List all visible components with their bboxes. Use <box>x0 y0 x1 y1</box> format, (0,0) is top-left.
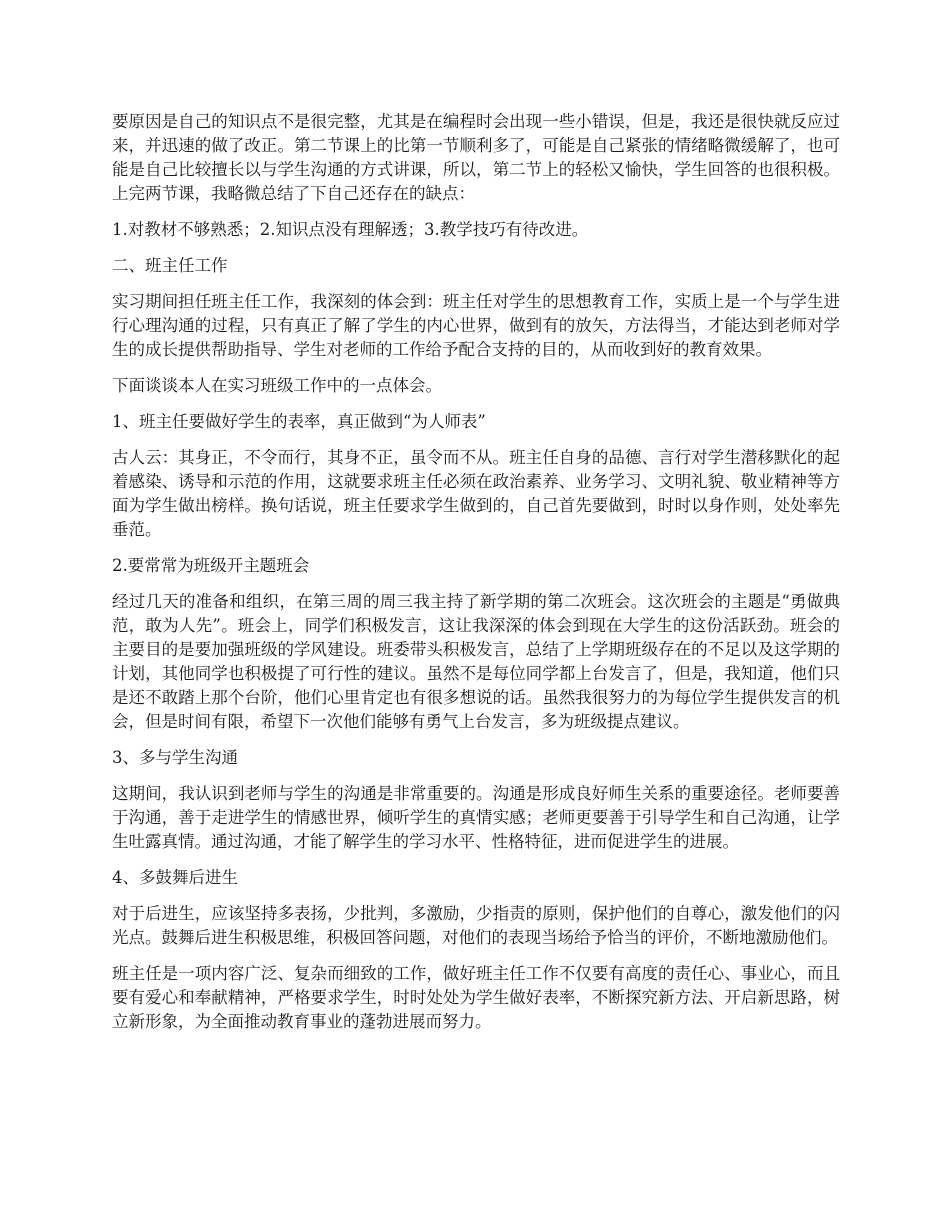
subheading-4: 4、多鼓舞后进生 <box>112 868 238 887</box>
paragraph-13: 对于后进生，应该坚持多表扬，少批判，多激励，少指责的原则，保护他们的自尊心，激发他们的闪光点。鼓舞后进生积极思维，积极回答问题，对他们的表现当场给予恰当的评价，不断地激励他们。 <box>112 904 840 947</box>
paragraph-1: 要原因是自己的知识点不是很完整，尤其是在编程时会出现一些小错误，但是，我还是很快就反应过来，并迅速的做了改正。第二节课上的比第一节顺利多了，可能是自己紧张的情绪略微缓解了，也可能是自己比较擅长以与学生沟通的方式讲课，所以，第二节上的轻松又愉快，学生回答的也很积极。上完两节课，我略微总结了下自己还存在的缺点： <box>112 112 840 203</box>
subheading-1: 1、班主任要做好学生的表率，真正做到“为人师表” <box>112 412 486 431</box>
paragraph-9: 经过几天的准备和组织，在第三周的周三我主持了新学期的第二次班会。这次班会的主题是“勇做典范，敢为人先”。班会上，同学们积极发言，这让我深深的体会到现在大学生的这份活跃劲。班会的主要目的是要加强班级的学风建设。班委带头积极发言，总结了上学期班级存在的不足以及这学期的计划，其他同学也积极提了可行性的建议。虽然不是每位同学都上台发言了，但是，我知道，他们只是还不敢踏上那个台阶，他们心里肯定也有很多想说的话。虽然我很努力的为每位学生提供发言的机会，但是时间有限，希望下一次他们能够有勇气上台发言，多为班级提点建议。 <box>112 592 840 731</box>
subheading-2: 2.要常常为班级开主题班会 <box>112 556 310 575</box>
paragraph-14: 班主任是一项内容广泛、复杂而细致的工作，做好班主任工作不仅要有高度的责任心、事业心，而且要有爱心和奉献精神，严格要求学生，时时处处为学生做好表率，不断探究新方法、开启新思路，树立新形象，为全面推动教育事业的蓬勃进展而努力。 <box>112 964 840 1031</box>
paragraph-7: 古人云：其身正，不令而行，其身不正，虽令而不从。班主任自身的品德、言行对学生潜移默化的起着感染、诱导和示范的作用，这就要求班主任必须在政治素养、业务学习、文明礼貌、敬业精神等方面为学生做出榜样。换句话说，班主任要求学生做到的，自己首先要做到，时时以身作则，处处率先垂范。 <box>112 448 840 539</box>
paragraph-11: 这期间，我认识到老师与学生的沟通是非常重要的。沟通是形成良好师生关系的重要途径。老师要善于沟通，善于走进学生的情感世界，倾听学生的真情实感；老师更要善于引导学生和自己沟通，让学生吐露真情。通过沟通，才能了解学生的学习水平、性格特征，进而促进学生的进展。 <box>112 784 840 851</box>
paragraph-2: 1.对教材不够熟悉；2.知识点没有理解透；3.教学技巧有待改进。 <box>112 220 589 239</box>
section-heading-class-teacher: 二、班主任工作 <box>112 256 228 275</box>
paragraph-5: 下面谈谈本人在实习班级工作中的一点体会。 <box>112 376 442 395</box>
paragraph-4: 实习期间担任班主任工作，我深刻的体会到：班主任对学生的思想教育工作，实质上是一个与学生进行心理沟通的过程，只有真正了解了学生的内心世界，做到有的放矢，方法得当，才能达到老师对学生的成长提供帮助指导、学生对老师的工作给予配合支持的目的，从而收到好的教育效果。 <box>112 292 840 359</box>
document-page <box>112 110 840 1046</box>
subheading-3: 3、多与学生沟通 <box>112 748 238 767</box>
